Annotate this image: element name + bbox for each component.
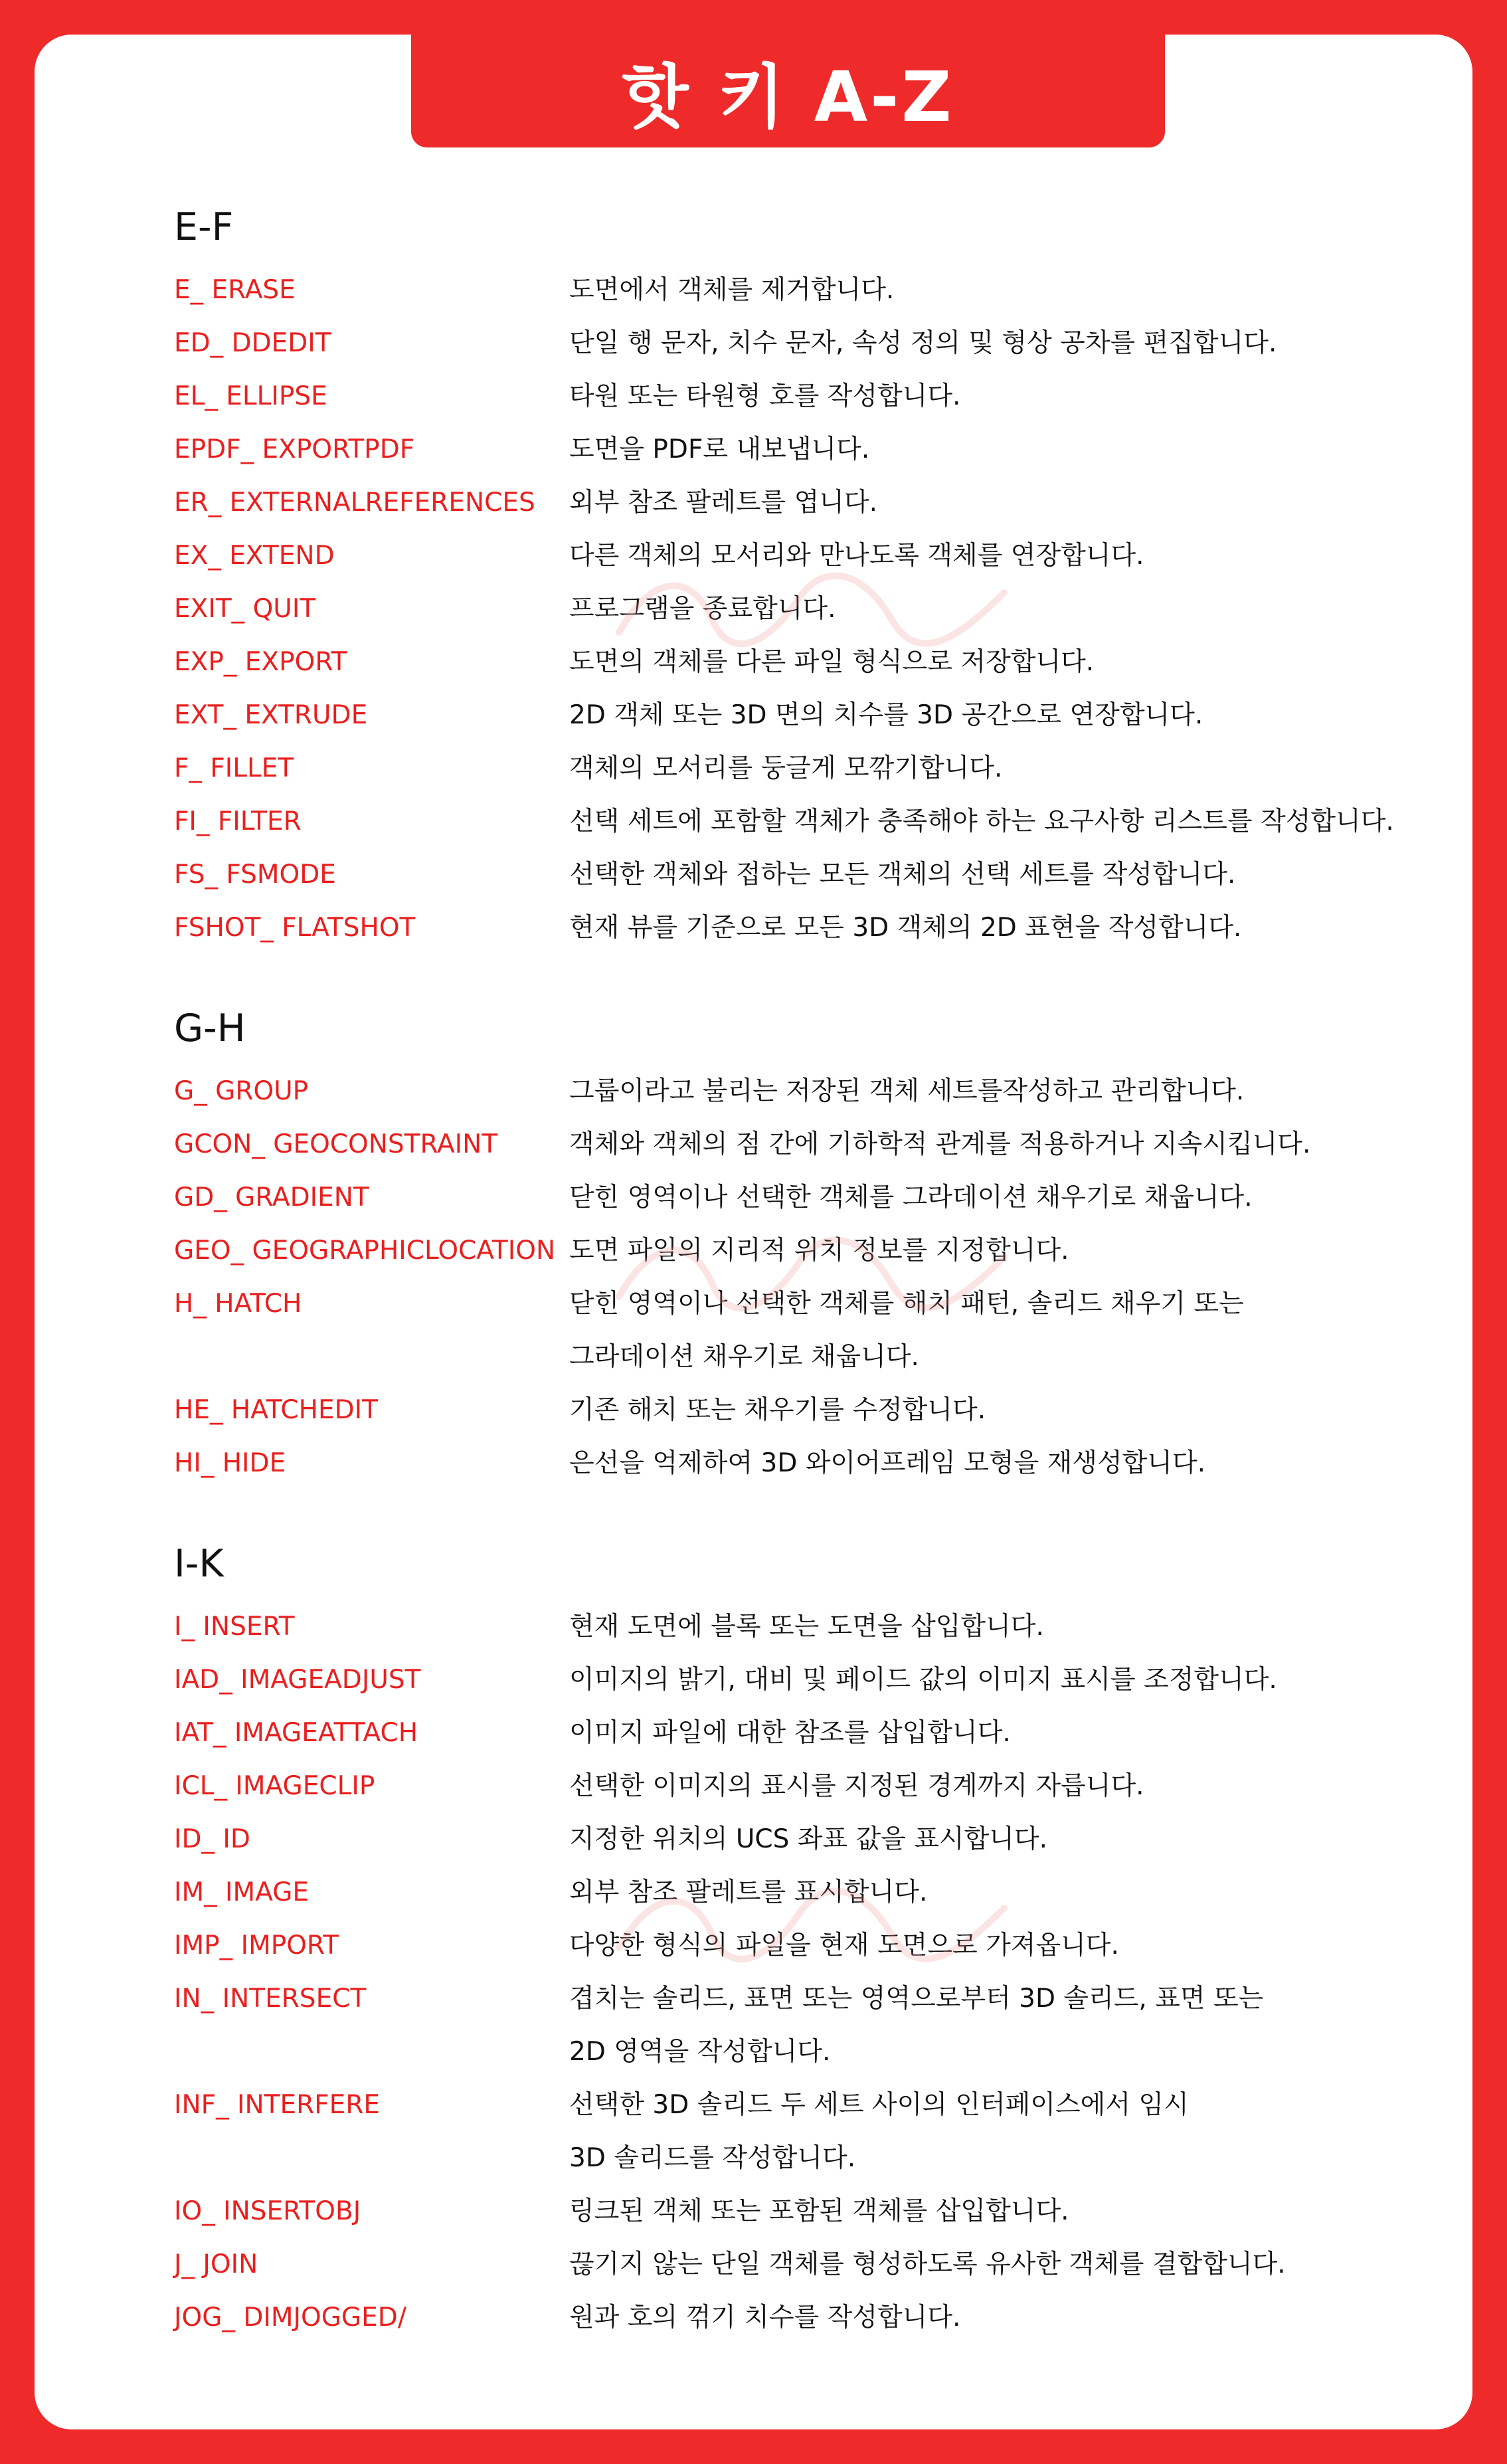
command-description: 도면 파일의 지리적 위치 정보를 지정합니다.	[569, 1236, 1069, 1266]
list-item	[174, 1919, 1469, 1972]
command-name: FS_ FSMODE	[174, 860, 336, 890]
command-name: EL_ ELLIPSE	[174, 381, 327, 411]
section-rows	[174, 1065, 1469, 1490]
command-description: 프로그램을 종료합니다.	[569, 594, 836, 624]
command-name: IAT_ IMAGEATTACH	[174, 1718, 418, 1748]
command-name: G_ GROUP	[174, 1076, 309, 1106]
command-name: ER_ EXTERNALREFERENCES	[174, 488, 535, 518]
section-heading: E-F	[174, 205, 234, 249]
section-e-f	[174, 191, 1469, 955]
command-name: ID_ ID	[174, 1824, 250, 1854]
command-description: 링크된 객체 또는 포함된 객체를 삽입합니다.	[569, 2196, 1069, 2226]
command-description: 닫힌 영역이나 선택한 객체를 해치 패턴, 솔리드 채우기 또는 그라데이션 채우기로 채웁니다.	[569, 1289, 1244, 1372]
section-i-k	[174, 1527, 1469, 2344]
command-description: 끊기지 않는 단일 객체를 형성하도록 유사한 객체를 결합합니다.	[569, 2249, 1286, 2279]
command-description: 지정한 위치의 UCS 좌표 값을 표시합니다.	[569, 1824, 1048, 1854]
command-name: ICL_ IMAGECLIP	[174, 1771, 375, 1801]
command-description: 현재 뷰를 기준으로 모든 3D 객체의 2D 표현을 작성합니다.	[569, 913, 1242, 943]
command-name: GEO_ GEOGRAPHICLOCATION	[174, 1236, 556, 1266]
command-description: 외부 참조 팔레트를 엽니다.	[569, 488, 878, 518]
command-name: F_ FILLET	[174, 753, 294, 783]
command-description: 선택한 3D 솔리드 두 세트 사이의 인터페이스에서 임시 3D 솔리드를 작성합니다.	[569, 2090, 1189, 2173]
command-name: JOG_ DIMJOGGED/	[174, 2303, 406, 2332]
command-description: 단일 행 문자, 치수 문자, 속성 정의 및 형상 공차를 편집합니다.	[569, 328, 1277, 358]
section-heading: I-K	[174, 1542, 224, 1586]
command-name: I_ INSERT	[174, 1612, 295, 1642]
list-item	[174, 1600, 1469, 1654]
command-description: 이미지 파일에 대한 참조를 삽입합니다.	[569, 1718, 1011, 1748]
list-item	[174, 848, 1469, 901]
command-name: INF_ INTERFERE	[174, 2090, 381, 2120]
command-description: 외부 참조 팔레트를 표시합니다.	[569, 1877, 928, 1907]
list-item	[174, 1972, 1469, 2079]
list-item	[174, 2238, 1469, 2291]
command-name: FI_ FILTER	[174, 806, 302, 836]
command-name: IM_ IMAGE	[174, 1877, 310, 1907]
command-name: IN_ INTERSECT	[174, 1984, 367, 2014]
list-item	[174, 1707, 1469, 1760]
command-description: 선택한 객체와 접하는 모든 객체의 선택 세트를 작성합니다.	[569, 860, 1236, 890]
command-description: 타원 또는 타원형 호를 작성합니다.	[569, 381, 961, 411]
content-card	[35, 35, 1472, 2429]
command-name: EXT_ EXTRUDE	[174, 700, 368, 730]
list-item	[174, 1224, 1469, 1278]
command-name: H_ HATCH	[174, 1289, 302, 1319]
list-item	[174, 1278, 1469, 1384]
command-description: 객체의 모서리를 둥글게 모깎기합니다.	[569, 753, 1003, 783]
command-description: 도면을 PDF로 내보냅니다.	[569, 434, 870, 464]
list-item	[174, 2079, 1469, 2185]
command-name: HE_ HATCHEDIT	[174, 1395, 378, 1425]
command-name: E_ ERASE	[174, 275, 296, 305]
command-name: FSHOT_ FLATSHOT	[174, 913, 416, 943]
list-item	[174, 901, 1469, 955]
command-description: 닫힌 영역이나 선택한 객체를 그라데이션 채우기로 채웁니다.	[569, 1183, 1253, 1212]
command-name: EPDF_ EXPORTPDF	[174, 434, 415, 464]
command-description: 그룹이라고 불리는 저장된 객체 세트를작성하고 관리합니다.	[569, 1076, 1245, 1106]
title-tab	[411, 35, 1165, 147]
list-item	[174, 476, 1469, 529]
list-item	[174, 423, 1469, 476]
command-description: 은선을 억제하여 3D 와이어프레임 모형을 재생성합니다.	[569, 1448, 1206, 1478]
command-description: 2D 객체 또는 3D 면의 치수를 3D 공간으로 연장합니다.	[569, 700, 1203, 730]
command-description: 객체와 객체의 점 간에 기하학적 관계를 적용하거나 지속시킵니다.	[569, 1129, 1311, 1159]
list-item	[174, 1760, 1469, 1813]
list-item	[174, 1065, 1469, 1118]
command-description: 선택 세트에 포함할 객체가 충족해야 하는 요구사항 리스트를 작성합니다.	[569, 806, 1394, 836]
command-description: 선택한 이미지의 표시를 지정된 경계까지 자릅니다.	[569, 1771, 1144, 1801]
command-description: 도면에서 객체를 제거합니다.	[569, 275, 895, 305]
page-title: 핫 키 A-Z	[622, 56, 954, 138]
command-name: J_ JOIN	[174, 2249, 258, 2279]
list-item	[174, 689, 1469, 742]
command-name: IAD_ IMAGEADJUST	[174, 1665, 421, 1695]
list-item	[174, 1813, 1469, 1866]
command-name: HI_ HIDE	[174, 1448, 286, 1478]
list-item	[174, 1171, 1469, 1224]
section-heading: G-H	[174, 1006, 246, 1050]
list-item	[174, 795, 1469, 848]
section-rows	[174, 1600, 1469, 2344]
command-description: 이미지의 밝기, 대비 및 페이드 값의 이미지 표시를 조정합니다.	[569, 1665, 1277, 1695]
command-name: EXIT_ QUIT	[174, 594, 316, 624]
hotkey-list	[174, 191, 1469, 2382]
command-name: GD_ GRADIENT	[174, 1183, 369, 1212]
list-item	[174, 529, 1469, 583]
list-item	[174, 2185, 1469, 2238]
command-name: EX_ EXTEND	[174, 541, 335, 571]
command-description: 현재 도면에 블록 또는 도면을 삽입합니다.	[569, 1612, 1044, 1642]
list-item	[174, 1654, 1469, 1707]
list-item	[174, 1384, 1469, 1437]
command-description: 도면의 객체를 다른 파일 형식으로 저장합니다.	[569, 647, 1095, 677]
command-description: 다른 객체의 모서리와 만나도록 객체를 연장합니다.	[569, 541, 1144, 571]
command-name: ED_ DDEDIT	[174, 328, 331, 358]
command-description: 다양한 형식의 파일을 현재 도면으로 가져옵니다.	[569, 1931, 1119, 1960]
list-item	[174, 264, 1469, 317]
list-item	[174, 1437, 1469, 1490]
command-name: EXP_ EXPORT	[174, 647, 347, 677]
command-description: 기존 해치 또는 채우기를 수정합니다.	[569, 1395, 986, 1425]
command-name: GCON_ GEOCONSTRAINT	[174, 1129, 498, 1159]
section-rows	[174, 264, 1469, 955]
list-item	[174, 636, 1469, 689]
list-item	[174, 370, 1469, 423]
list-item	[174, 583, 1469, 636]
section-g-h	[174, 992, 1469, 1490]
list-item	[174, 742, 1469, 795]
list-item	[174, 1118, 1469, 1171]
command-description: 원과 호의 꺾기 치수를 작성합니다.	[569, 2303, 961, 2332]
command-name: IMP_ IMPORT	[174, 1931, 339, 1960]
list-item	[174, 1866, 1469, 1919]
list-item	[174, 2291, 1469, 2344]
list-item	[174, 317, 1469, 370]
command-description: 겹치는 솔리드, 표면 또는 영역으로부터 3D 솔리드, 표면 또는 2D 영역을 작성합니다.	[569, 1984, 1264, 2067]
command-name: IO_ INSERTOBJ	[174, 2196, 361, 2226]
